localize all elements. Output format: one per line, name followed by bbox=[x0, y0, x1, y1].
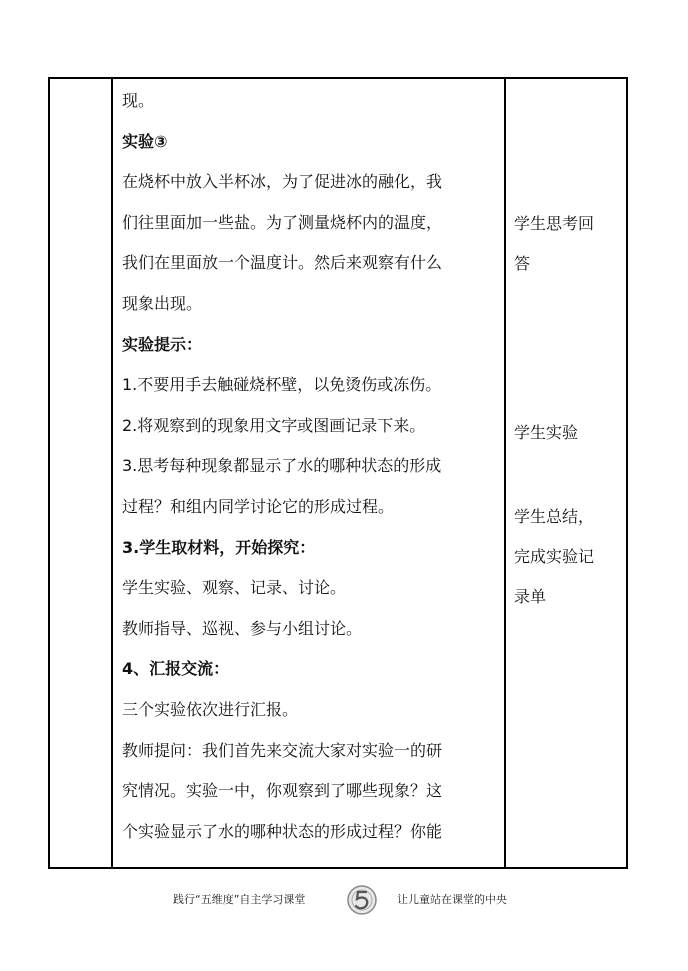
content-line: 我们在里面放一个温度计。然后来观察有什么 bbox=[122, 253, 443, 273]
student-activity-line: 学生总结， bbox=[514, 507, 595, 526]
student-activity-line: 学生思考回 bbox=[514, 214, 595, 233]
section-heading: 实验提示： bbox=[122, 334, 203, 354]
student-activity-line: 学生实验 bbox=[514, 423, 579, 442]
content-line: 过程？和组内同学讨论它的形成过程。 bbox=[122, 496, 395, 516]
content-line: 三个实验依次进行汇报。 bbox=[122, 699, 299, 719]
content-line: 们往里面加一些盐。为了测量烧杯内的温度， bbox=[122, 212, 443, 232]
teaching-content-column bbox=[122, 81, 502, 852]
content-line: 个实验显示了水的哪种状态的形成过程？你能 bbox=[122, 821, 443, 841]
content-line: 3.思考每种现象都显示了水的哪种状态的形成 bbox=[122, 456, 442, 476]
student-activity-line: 录单 bbox=[514, 587, 547, 606]
page-footer bbox=[0, 884, 688, 916]
content-line: 现。 bbox=[122, 91, 155, 110]
footer-slogan-left: 践行“五维度”自主学习课堂 bbox=[173, 893, 306, 906]
five-dimension-logo-icon bbox=[345, 884, 379, 916]
lesson-table bbox=[48, 77, 628, 869]
student-activity-block-2 bbox=[514, 413, 624, 453]
content-line: 现象出现。 bbox=[122, 293, 203, 313]
student-activity-line: 完成实验记 bbox=[514, 547, 595, 566]
section-heading: 3.学生取材料，开始探究： bbox=[122, 537, 316, 557]
column-divider-left bbox=[111, 79, 113, 867]
content-line: 在烧杯中放入半杯冰，为了促进冰的融化，我 bbox=[122, 172, 443, 192]
content-line: 教师指导、巡视、参与小组讨论。 bbox=[122, 618, 363, 638]
content-line: 1.不要用手去触碰烧杯壁，以免烫伤或冻伤。 bbox=[122, 375, 442, 395]
student-activity-block-1 bbox=[514, 204, 624, 284]
content-line: 究情况。实验一中，你观察到了哪些现象？这 bbox=[122, 781, 443, 801]
section-heading: 4、汇报交流： bbox=[122, 659, 230, 679]
content-line: 2.将观察到的现象用文字或图画记录下来。 bbox=[122, 415, 426, 435]
footer-slogan-right: 让儿童站在课堂的中央 bbox=[397, 893, 507, 906]
section-heading: 实验③ bbox=[122, 131, 168, 151]
student-activity-line: 答 bbox=[514, 254, 531, 273]
column-divider-right bbox=[504, 79, 506, 867]
content-line: 学生实验、观察、记录、讨论。 bbox=[122, 578, 347, 598]
student-activity-block-3 bbox=[514, 497, 624, 617]
content-line: 教师提问：我们首先来交流大家对实验一的研 bbox=[122, 740, 443, 760]
